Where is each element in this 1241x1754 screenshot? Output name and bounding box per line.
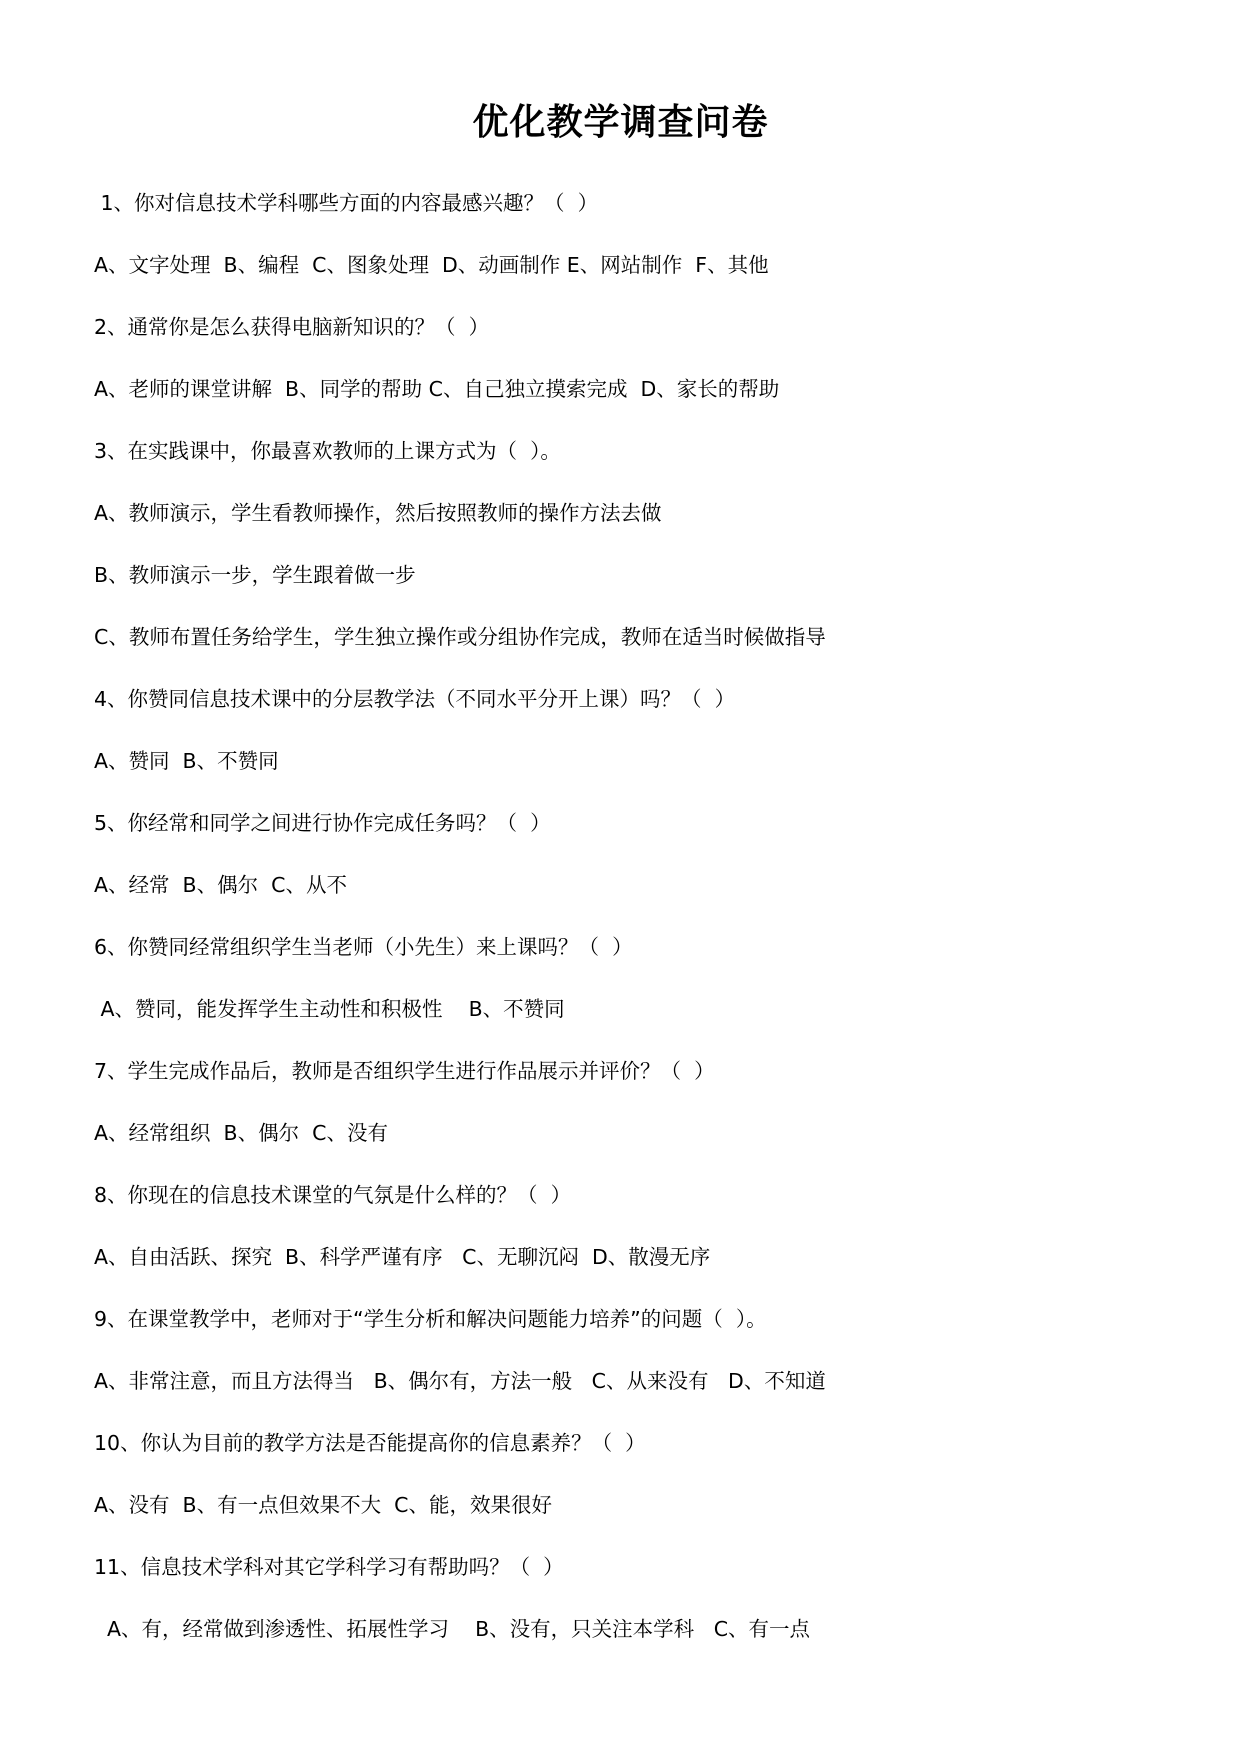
question-3-option-a: A、教师演示，学生看教师操作，然后按照教师的操作方法去做 <box>94 501 662 525</box>
question-3-option-c: C、教师布置任务给学生，学生独立操作或分组协作完成，教师在适当时候做指导 <box>94 625 826 649</box>
question-9: 9、在课堂教学中，老师对于“学生分析和解决问题能力培养”的问题（ ）。 <box>94 1307 767 1331</box>
question-9-options: A、非常注意，而且方法得当 B、偶尔有，方法一般 C、从来没有 D、不知道 <box>94 1369 826 1393</box>
question-7: 7、学生完成作品后，教师是否组织学生进行作品展示并评价？（ ） <box>94 1059 715 1083</box>
question-8-options: A、自由活跃、探究 B、科学严谨有序 C、无聊沉闷 D、散漫无序 <box>94 1245 711 1269</box>
question-1: 1、你对信息技术学科哪些方面的内容最感兴趣？（ ） <box>94 191 599 215</box>
question-3: 3、在实践课中，你最喜欢教师的上课方式为（ ）。 <box>94 439 561 463</box>
question-4: 4、你赞同信息技术课中的分层教学法（不同水平分开上课）吗？（ ） <box>94 687 736 711</box>
question-2-options: A、老师的课堂讲解 B、同学的帮助 C、自己独立摸索完成 D、家长的帮助 <box>94 377 780 401</box>
question-5: 5、你经常和同学之间进行协作完成任务吗？（ ） <box>94 811 551 835</box>
question-5-options: A、经常 B、偶尔 C、从不 <box>94 873 347 897</box>
question-2: 2、通常你是怎么获得电脑新知识的？（ ） <box>94 315 490 339</box>
question-10-options: A、没有 B、有一点但效果不大 C、能，效果很好 <box>94 1493 552 1517</box>
question-8: 8、你现在的信息技术课堂的气氛是什么样的？（ ） <box>94 1183 572 1207</box>
question-3-option-b: B、教师演示一步，学生跟着做一步 <box>94 563 416 587</box>
question-11-options: A、有，经常做到渗透性、拓展性学习 B、没有，只关注本学科 C、有一点 <box>94 1617 811 1641</box>
document-title: 优化教学调查问卷 <box>472 101 769 143</box>
question-6-options: A、赞同，能发挥学生主动性和积极性 B、不赞同 <box>94 997 565 1021</box>
question-10: 10、你认为目前的教学方法是否能提高你的信息素养？（ ） <box>94 1431 646 1455</box>
question-11: 11、信息技术学科对其它学科学习有帮助吗？（ ） <box>94 1555 564 1579</box>
question-1-options: A、文字处理 B、编程 C、图象处理 D、动画制作 E、网站制作 F、其他 <box>94 253 769 277</box>
question-4-options: A、赞同 B、不赞同 <box>94 749 279 773</box>
question-6: 6、你赞同经常组织学生当老师（小先生）来上课吗？（ ） <box>94 935 633 959</box>
question-7-options: A、经常组织 B、偶尔 C、没有 <box>94 1121 388 1145</box>
